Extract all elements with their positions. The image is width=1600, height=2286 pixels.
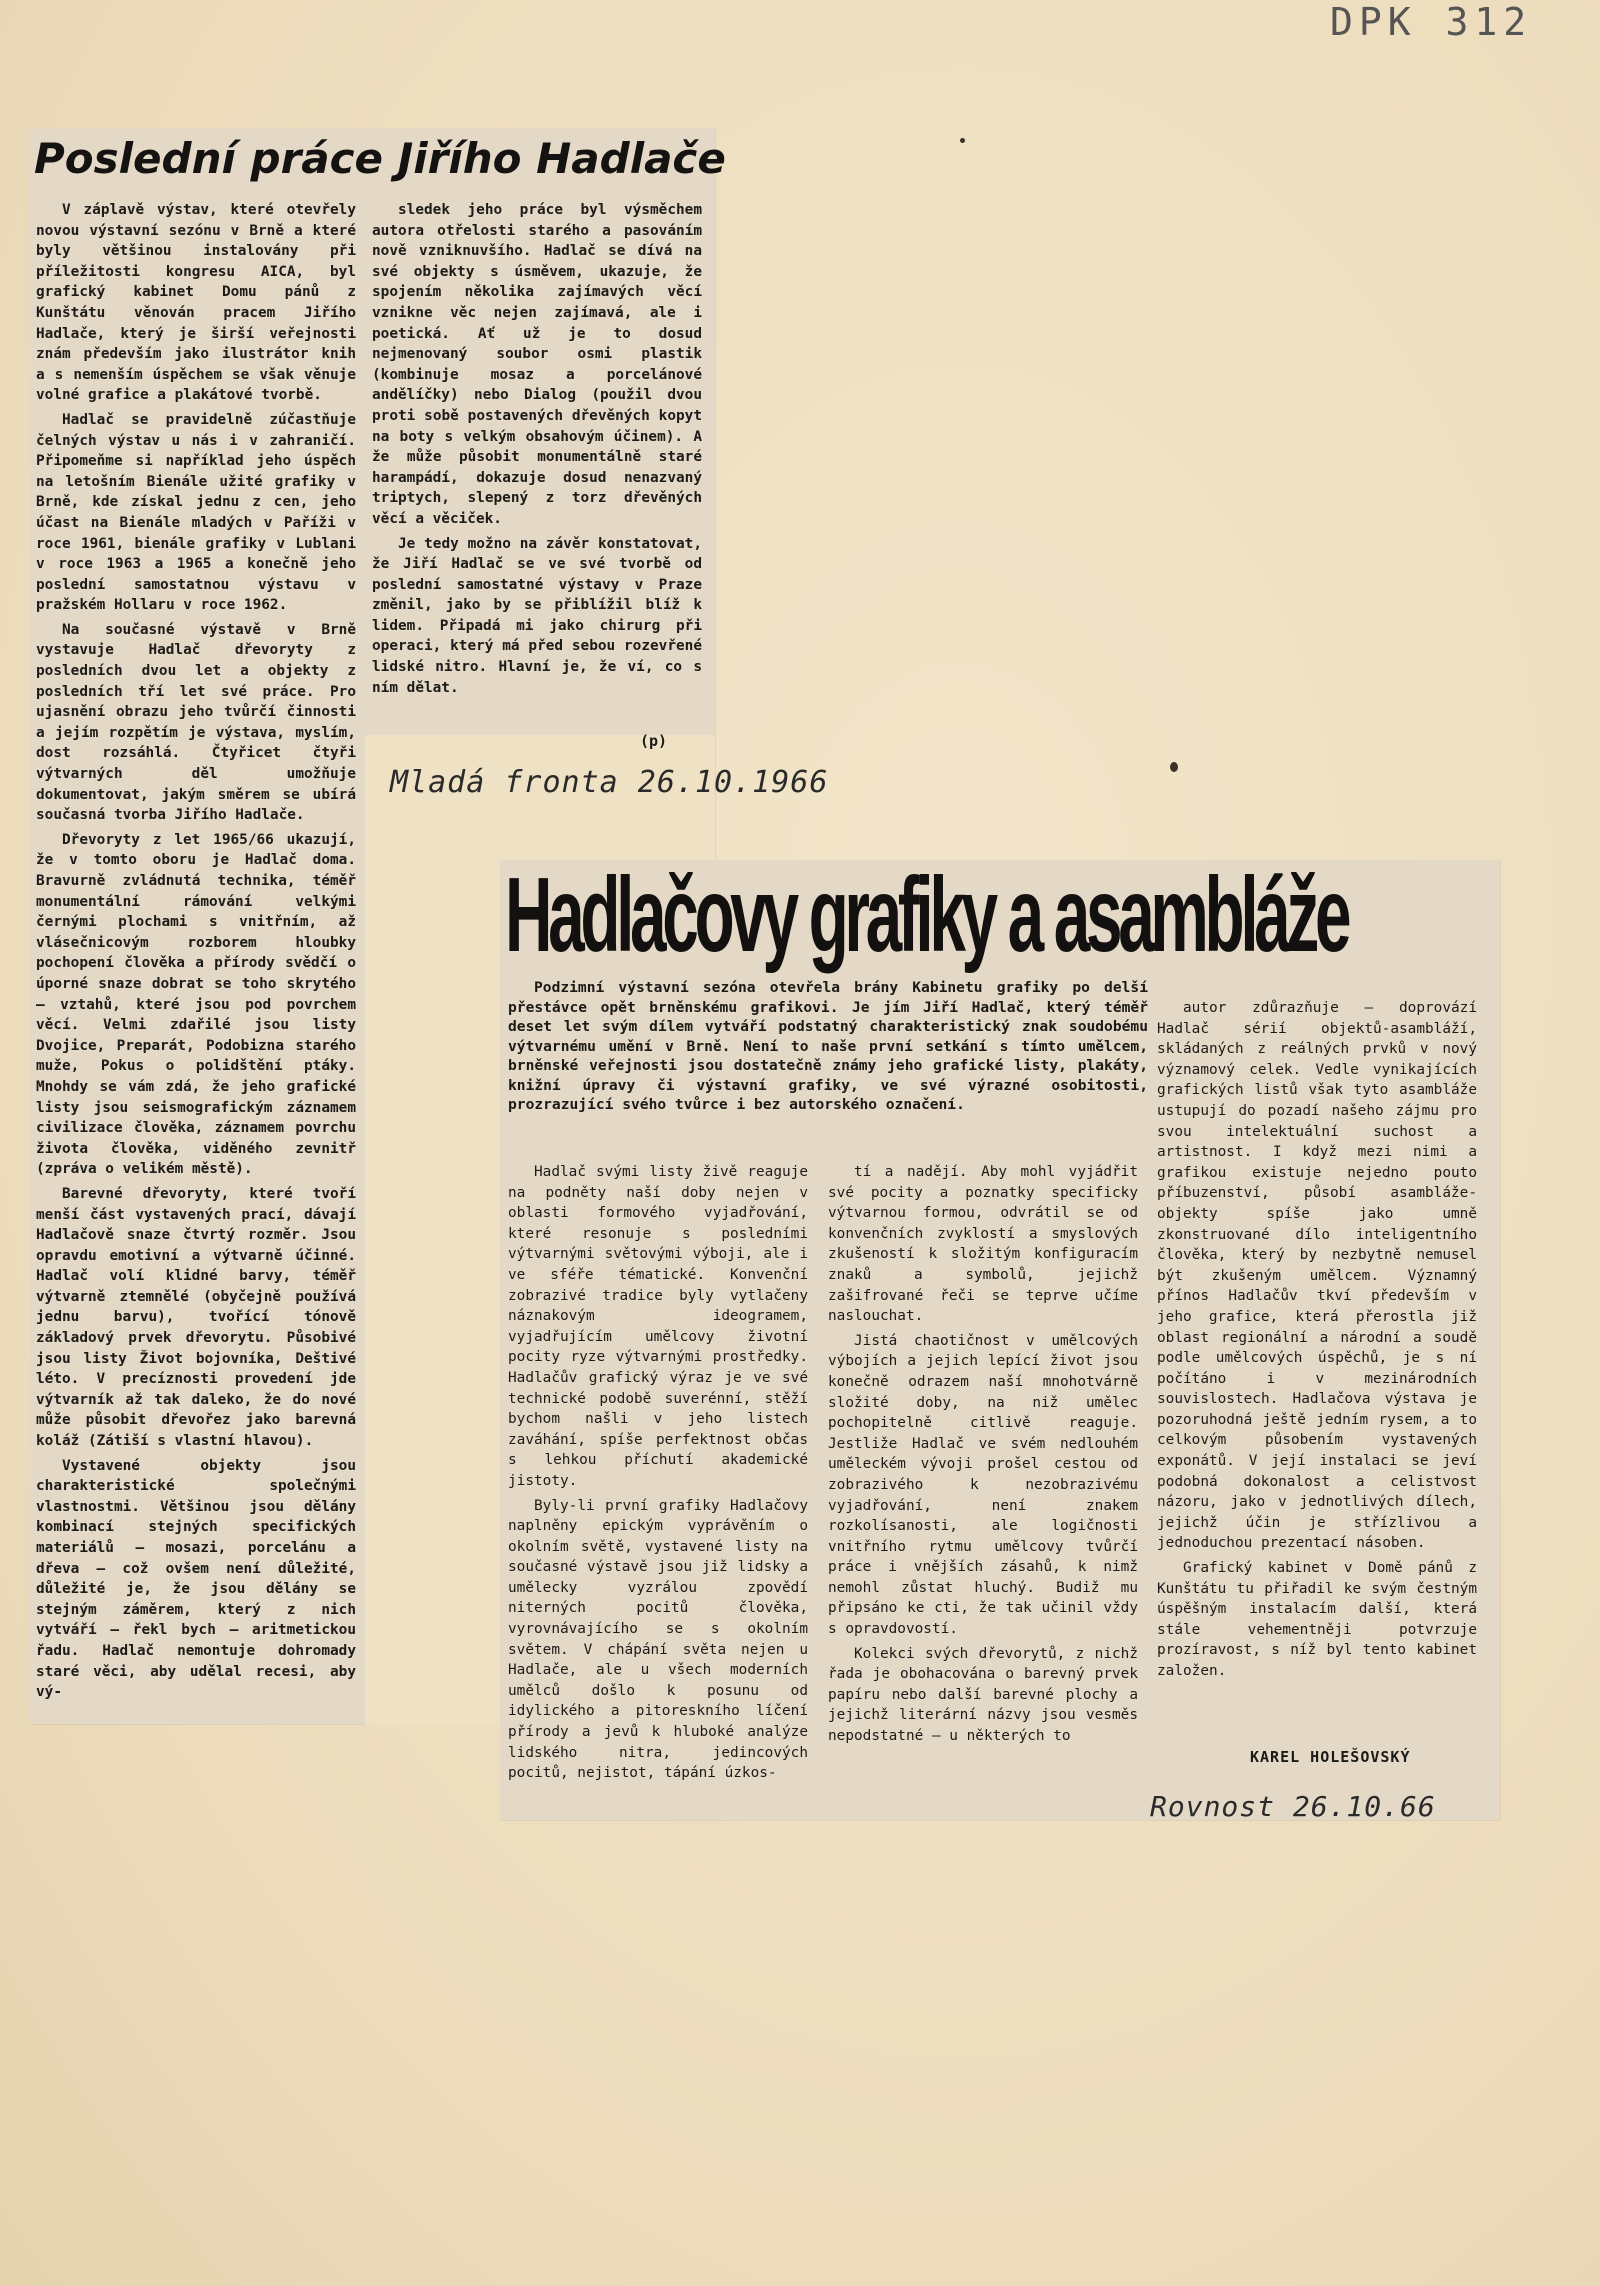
article2-column-2 [828,1162,1138,1751]
article1-title: Poslední práce Jiřího Hadlače [34,134,726,183]
paragraph: Grafický kabinet v Domě pánů z Kunštátu tu přiřadil ke svým čestným úspěšným instalacím další, která stále vehementněji potvrzuje prozíravost, s níž byl tento kabinet založen. [1157,1560,1477,1679]
paper-spot [960,138,965,143]
paragraph: sledek jeho práce byl výsměchem autora otřelosti starého a pasováním nově vzniknuvšího. Hadlač se dívá na své objekty s úsměvem, ukazuje, že spojením několika zajímavých věcí vznikne věc nejen zajímavá, ale i poetická. Ať už je to dosud nejmenovaný soubor osmi plastik (kombinuje mosaz a porcelánové andělíčky) nebo Dialog (použil dvou proti sobě postavených dřevěných kopyt na boty s velkým obsahovým účinem). A že může působit monumentálně staré harampádí, dokazuje dosud nenazvaný triptych, slepený z torz dřevěných věcí a věciček. [372,202,702,527]
paragraph: Jistá chaotičnost v umělcových výbojích a jejich lepící život jsou konečně odrazem naší mnohotvárně složité doby, na niž umělec pochopitelně citlivě reaguje. Jestliže Hadlač ve svém nedlouhém uměleckém vývoji prošel cestou od zobrazivého k nezobrazivému vyjadřování, není znakem rozkolísanosti, ale logičnosti vnitřního rytmu umělcovy tvůrčí práce i vnějších zásahů, k nimž nemohl zůstat hluchý. Budiž mu připsáno ke cti, že tak učinil vždy s opravdovostí. [828,1332,1138,1638]
paragraph: Kolekci svých dřevorytů, z nichž řada je obohacována o barevný prvek papíru nebo další barevné plochy a jejichž literární názvy jsou vesměs nepodstatné — u některých to [828,1645,1138,1745]
article1-column-2 [372,200,702,702]
article1-signature: (p) [640,732,668,750]
article2-lead [508,978,1148,1115]
article2-column-3 [1157,998,1477,1686]
article2-author: KAREL HOLEŠOVSKÝ [1250,1748,1411,1766]
archive-mark: DPK 312 [1330,0,1533,44]
article2-title: Hadlačovy grafiky a asambláže [505,856,1348,974]
lead-paragraph: Podzimní výstavní sezóna otevřela brány Kabinetu grafiky po delší přestávce opět brněnskému grafikovi. Je jím Jiří Hadlač, který téměř deset let svým dílem vytváří podstatný charakteristický znak soudobému výtvarnému umění v Brně. Není to naše první setkání s tímto umělcem, brněnské veřejnosti jsou dostatečně známy jeho grafické listy, plakáty, knižní úpravy či výstavní grafiky, ve své výrazné osobitosti, prozrazující svého tvůrce i bez autorského označení. [508,979,1148,1113]
source-note-mlada-fronta: Mladá fronta 26.10.1966 [390,765,829,800]
paper-spot [1170,762,1178,772]
paragraph: tí a nadějí. Aby mohl vyjádřit své pocity a poznatky specificky výtvarnou formou, odvrátil se od konvenčních zvyklostí a smyslových zkušeností k složitým konfiguracím znaků a symbolů, jejichž zašifrované řeči se teprve učíme naslouchat. [828,1164,1138,1325]
source-note-rovnost: Rovnost 26.10.66 [1150,1790,1436,1823]
paragraph: V záplavě výstav, které otevřely novou výstavní sezónu v Brně a které byly většinou instalovány při příležitosti kongresu AICA, byl grafický kabinet Domu pánů z Kunštátu věnován pracem Jiřího Hadlače, který je širší veřejnosti znám především jako ilustrátor knih a s nemenším úspěchem se však věnuje volné grafice a plakátové tvorbě. [36,202,356,404]
paragraph: Barevné dřevoryty, které tvoří menší část vystavených prací, dávají Hadlačově snaze čtvrtý rozměr. Jsou opravdu emotivní a výtvarně účinné. Hadlač volí klidné barvy, téměř výtvarně ztemnělé (obyčejně používá jednu barvu), tvořící tónově základový prvek dřevorytu. Působivé jsou listy Život bojovníka, Deštivé léto. V precíznosti provedení jde výtvarník až tak daleko, že do nové může působit dřevořez jako barevná koláž (Zátiší s vlastní hlavou). [36,1185,356,1450]
paragraph: Hadlač svými listy živě reaguje na podněty naší doby nejen v oblasti formového vyjadřování, které resonuje s posledními výtvarnými světovými výboji, ale i ve sféře tématické. Konvenční zobrazivé tradice byly vytlačeny náznakovým ideogramem, vyjadřujícím umělcovy životní pocity ryze výtvarnými prostředky. Hadlačův grafický výraz je ve své technické podobě suverénní, stěží bychom našli v jeho listech zaváhání, spíše perfektnost občas s lehkou příchutí akademické jistoty. [508,1164,808,1489]
paragraph: Vystavené objekty jsou charakteristické společnými vlastnostmi. Většinou jsou dělány kombinací stejných specifických materiálů — mosazi, porcelánu a dřeva — což ovšem není důležité, důležité je, že jsou dělány se stejným záměrem, který z nich vytváří — řekl bych — aritmetickou řadu. Hadlač nemontuje dohromady staré věci, aby udělal recesi, aby vý- [36,1457,356,1701]
paragraph: Byly-li první grafiky Hadlačovy naplněny epickým vyprávěním o okolním světě, vystavené listy na současné výstavě jsou již lidsky a umělecky vyzrálou zpovědí niterných pocitů člověka, vyrovnávajícího se s okolním světem. V chápání světa nejen u Hadlače, ale u všech moderních umělců došlo k posunu od idylického a pitoreskního líčení přírody a jevů k hluboké analýze lidského nitra, jedincových pocitů, nejistot, tápání úzkos- [508,1497,808,1782]
paragraph: Je tedy možno na závěr konstatovat, že Jiří Hadlač se ve své tvorbě od poslední samostatné výstavy v Praze změnil, jako by se přiblížil blíž k lidem. Připadá mi jako chirurg při operaci, který má před sebou rozevřené lidské nitro. Hlavní je, že ví, co s ním dělat. [372,535,702,696]
paragraph: autor zdůrazňuje — doprovází Hadlač sérií objektů-asambláží, skládaných z reálných prvků v nový významový celek. Vedle vynikajících grafických listů však tyto asambláže ustupují do pozadí našeho zájmu pro svou intelektuální suchost a artistnost. I když mezi nimi a grafikou existuje nejedno pouto příbuzenství, působí asambláže-objekty spíše jako umně zkonstruované dílo inteligentního člověka, který by nezbytně nemusel být zkušeným umělcem. Významný přínos Hadlačův tkví především v jeho grafice, která přerostla již oblast regionální a národní a soudě podle umělcových úspěchů, je s ní počítáno i v mezinárodních souvislostech. Hadlačova výstava je pozoruhodná ještě jedním rysem, a to celkovým působením vystavených exponátů. V její instalaci se jeví podobná dokonalost a celistvost názoru, jako v jednotlivých dílech, jejichž účin je střízlivou a jednoduchou prezentací násoben. [1157,1000,1477,1552]
article2-column-1 [508,1162,808,1788]
paragraph: Na současné výstavě v Brně vystavuje Hadlač dřevoryty z posledních dvou let a objekty z posledních tří let své práce. Pro ujasnění obrazu jeho tvůrčí činnosti a jejím rozpětím je výstava, myslím, dost rozsáhlá. Čtyřicet čtyři výtvarných děl umožňuje dokumentovat, jakým směrem se ubírá současná tvorba Jiřího Hadlače. [36,621,356,824]
paragraph: Hadlač se pravidelně zúčastňuje čelných výstav u nás i v zahraničí. Připomeňme si například jeho úspěch na letošním Bienále užité grafiky v Brně, kde získal jednu z cen, jeho účast na Bienále mladých v Paříži v roce 1961, bienále grafiky v Lublani v roce 1963 a 1965 a konečně jeho poslední samostatnou výstavu v pražském Hollaru v roce 1962. [36,411,356,614]
paragraph: Dřevoryty z let 1965/66 ukazují, že v tomto oboru je Hadlač doma. Bravurně zvládnutá technika, téměř monumentální rámování velkými černými plochami s vnitřním, až vlásečnicovým rozborem hloubky pochopení člověka a přírody svědčí o úporné snaze dobrat se toho skrytého — vztahů, které jsou pod povrchem věcí. Velmi zdařilé jsou listy Dvojice, Preparát, Podobizna starého muže, Pokus o polidštění ptáky. Mnohdy se vám zdá, že jeho grafické listy jsou seismografickým záznamem civilizace člověka, záznamem povrchu života člověka, viděného zevnitř (zpráva o velikém městě). [36,831,356,1178]
article1-column-1 [36,200,356,1707]
